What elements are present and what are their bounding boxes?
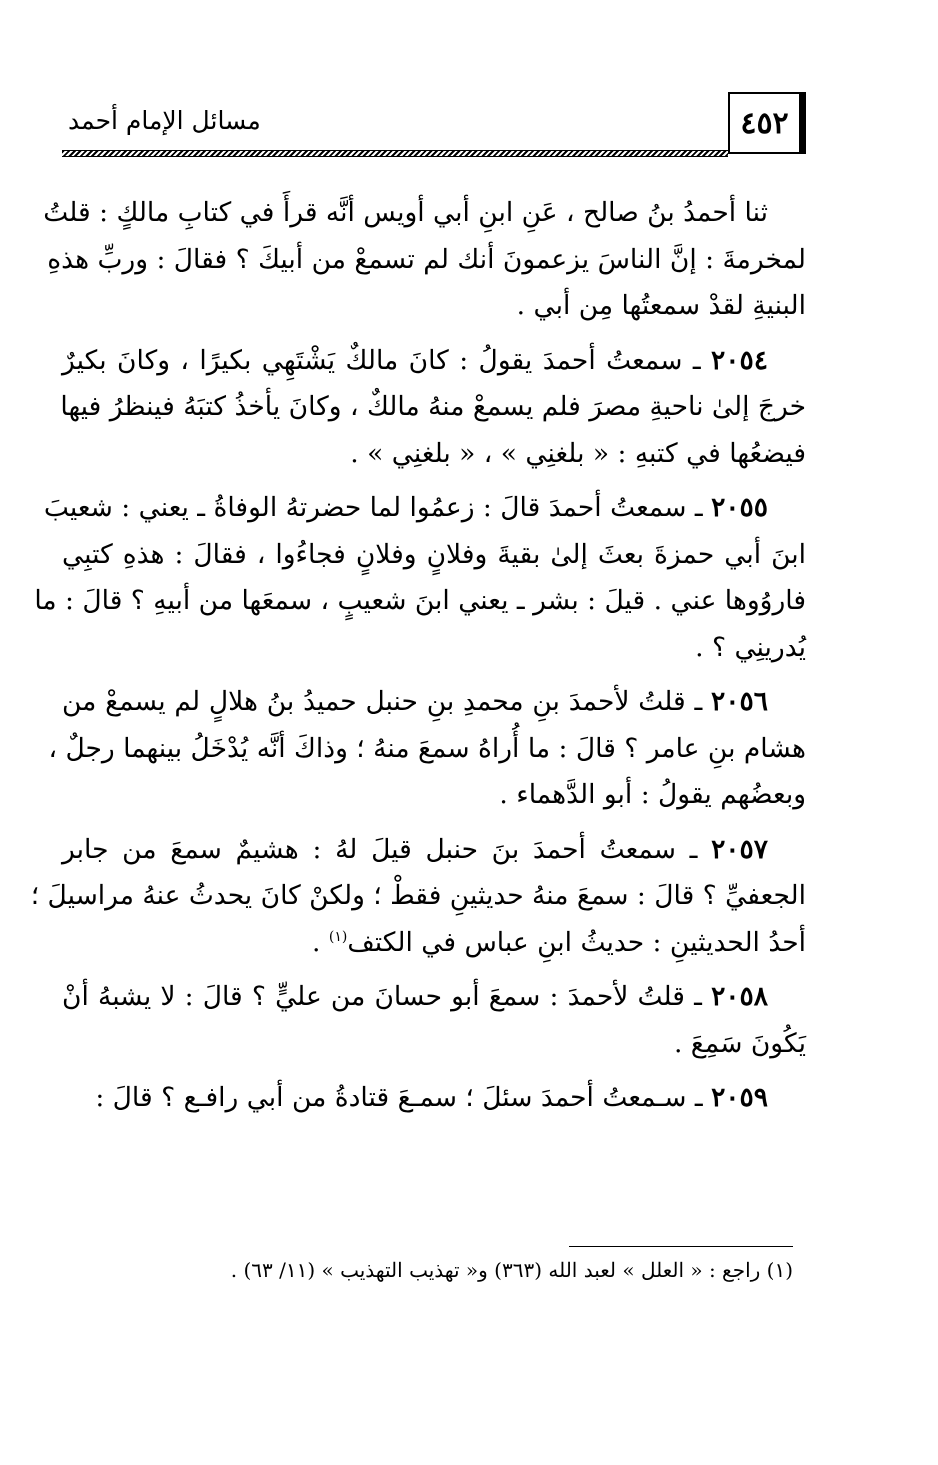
text-line [62,827,806,874]
footnote-divider [569,1246,793,1247]
paragraph [62,1075,806,1122]
text-line: ابنَ أبي حمزةَ بعثَ إلىٰ بقيةَ وفلانٍ وفلانٍ فجاءُوا ، فقالَ : هذهِ كتبِي [62,538,806,570]
paragraph [34,485,806,671]
text-line [62,974,806,1021]
text-line [62,1075,806,1122]
text-line [62,920,806,967]
text-segment: ـ قلتُ لأحمدَ بنِ محمدِ بنِ حنبل حميدُ بنُ هلالٍ لم يسمعْ من [62,686,703,717]
entry-number: ٢٠٥٤ [711,344,768,376]
decorative-header-rule [62,150,728,157]
entry-number: ٢٠٥٧ [711,833,768,865]
text-segment: ـ سمعتُ أحمدَ يقولُ : كانَ مالكٌ يَشْتَهِي بكيرًا ، وكانَ بكيرٌ [62,344,701,376]
text-segment: أحدُ الحديثينِ : حديثُ ابنِ عباس في الكتف [347,926,806,958]
entry-number: ٢٠٥٦ [711,686,768,717]
paragraph [62,974,806,1067]
paragraph [62,338,806,478]
running-title: مسائل الإمام أحمد [68,106,261,135]
text-line: خرجَ إلىٰ ناحيةِ مصرَ فلم يسمعْ منهُ مالكٌ ، وكانَ يأخذُ كتبَهُ فينظرُ فيها [60,391,806,422]
text-line: وبعضُهم يقولُ : أبو الدَّهماء . [499,779,806,810]
text-segment: ـ سمعتُ أحمدَ بنَ حنبل قيلَ لهُ : هشيمٌ سمعَ من جابر [62,833,698,865]
text-line: هشام بنِ عامر ؟ قالَ : ما أُراهُ سمعَ منهُ ؛ وذاكَ أنَّه يُدْخَلُ بينهما رجلٌ ، [48,732,806,764]
paragraph [30,827,806,967]
entry-number: ٢٠٥٩ [711,1082,768,1113]
entry-number: ٢٠٥٥ [711,492,768,523]
text-line: فيضعُها في كتبهِ : « بلغنِي » ، « بلغنِي » . [350,437,806,469]
text-line [62,338,806,385]
footnote: (١) راجع : « العلل » لعبد الله (٣٦٣) و« تهذيب التهذيب » (١١/ ٦٣) . [230,1258,793,1282]
page-header [62,92,806,162]
text-line: البنيةِ لقدْ سمعتُها مِن أبي . [516,290,806,321]
text-segment: . [312,926,329,958]
text-segment: ـ سمعتُ أحمدَ قالَ : زعمُوا لما حضرتهُ الوفاةُ ـ يعني : شعيبَ [43,492,703,523]
text-line [43,485,806,532]
footnote-reference: (١) [328,928,348,945]
text-line: يُدرينِي ؟ . [695,631,806,663]
text-segment: ـ قلتُ لأحمدَ : سمعَ أبو حسانَ من عليٍّ ؟ قالَ : لا يشبهُ أنْ [62,981,702,1012]
main-text [30,190,806,1130]
text-line: يَكُونَ سَمِعَ . [673,1027,806,1059]
paragraph [48,679,806,819]
page-number-box [728,92,806,154]
page-number: ٤٥٢ [740,105,789,141]
paragraph [43,190,806,330]
entry-number: ٢٠٥٨ [711,981,768,1012]
text-line: فاروُوها عني . قيلَ : بشر ـ يعني ابنَ شعيبٍ ، سمعَها من أبيهِ ؟ قالَ : ما [34,585,806,616]
text-line: لمخرمةَ : إنَّ الناسَ يزعمونَ أنك لم تسمعْ من أبيكَ ؟ فقالَ : وربِّ هذهِ [47,243,806,275]
text-segment: ـ سـمعتُ أحمدَ سئلَ ؛ سمـعَ قتادةُ من أبي رافـع ؟ قالَ : [95,1082,703,1113]
text-line: الجعفيِّ ؟ قالَ : سمعَ منهُ حديثينِ فقطْ ؛ ولكنْ كانَ يحدثُ عنهُ مراسيلَ ؛ [30,880,806,911]
text-line [62,679,806,726]
text-line: ثنا أحمدُ بنُ صالح ، عَنِ ابنِ أبي أويس أنَّه قرأَ في كتابِ مالكٍ : قلتُ [43,197,768,228]
